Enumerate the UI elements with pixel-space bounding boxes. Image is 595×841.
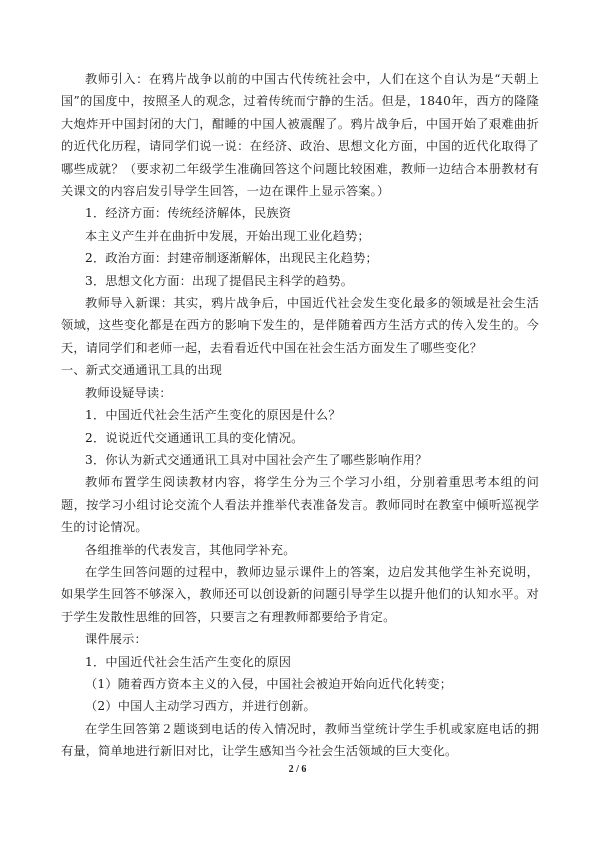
paragraph-answer-process: 在学生回答问题的过程中，教师边显示课件上的答案，边启发其他学生补充说明，如果学生回答不够深入，教师还可以创设新的问题引导学生以提升他们的认知水平。对于学生发散性思维的回答，只要言之有理教师都要给予肯定。 (61, 564, 539, 624)
courseware-subitem-2: （2）中国人主动学习西方，并进行创新。 (85, 699, 316, 714)
courseware-item-1: 1．中国近代社会生活产生变化的原因 (85, 654, 292, 669)
paragraph-economy: 1．经济方面：传统经济解体，民族资 (85, 206, 292, 221)
paragraph-phone-survey: 在学生回答第２题谈到电话的传入情况时，教师当堂统计学生手机或家庭电话的拥有量，简单地进行新旧对比，让学生感知当今社会生活领域的巨大变化。 (61, 721, 539, 759)
question-3: 3．你认为新式交通通讯工具对中国社会产生了哪些影响作用？ (85, 452, 428, 467)
section-heading: 一、新式交通通讯工具的出现 (61, 363, 223, 378)
paragraph-new-lesson: 教师导入新课：其实，鸦片战争后，中国近代社会发生变化最多的领域是社会生活领域，这些变化都是在西方的影响下发生的，是伴随着西方生活方式的传入发生的。今天，请同学们和老师一起，去看看近代中国在社会生活方面发生了哪些变化？ (61, 296, 539, 355)
paragraph-economy-cont: 本主义产生并在曲折中发展，开始出现工业化趋势； (85, 228, 370, 243)
paragraph-group-work: 教师布置学生阅读教材内容，将学生分为三个学习小组，分别着重思考本组的问题，按学习小组讨论交流个人看法并推举代表准备发言。教师同时在教室中倾听巡视学生的讨论情况。 (61, 475, 539, 535)
page-body (61, 68, 539, 763)
courseware-subitem-1: （1）随着西方资本主义的入侵，中国社会被迫开始向近代化转变； (85, 676, 453, 691)
paragraph-courseware: 课件展示： (85, 632, 147, 647)
question-1: 1．中国近代社会生活产生变化的原因是什么？ (85, 408, 341, 423)
paragraph-culture: 3．思想文化方面：出现了提倡民主科学的趋势。 (85, 273, 354, 288)
paragraph-representatives: 各组推举的代表发言，其他同学补充。 (85, 542, 296, 557)
paragraph-politics: 2．政治方面：封建帝制逐渐解体，出现民主化趋势； (85, 251, 378, 266)
paragraph-teacher-intro: 教师引入：在鸦片战争以前的中国古代传统社会中，人们在这个自认为是“天朝上国”的国度中，按照圣人的观念，过着传统而宁静的生活。但是，1840年，西方的隆隆大炮炸开中国封闭的大门，酣睡的中国人被震醒了。鸦片战争后，中国开始了艰难曲折的近代化历程，请同学们说一说：在经济、政治、思想文化方面，中国的近代化取得了哪些成就？（要求初二年级学生准确回答这个问题比较困难，教师一边结合本册教材有关课文的内容启发引导学生回答，一边在课件上显示答案。） (61, 72, 539, 199)
page-number: 2 / 6 (288, 764, 307, 775)
question-2: 2．说说近代交通通讯工具的变化情况。 (85, 430, 304, 445)
paragraph-guide: 教师设疑导读： (85, 385, 172, 400)
